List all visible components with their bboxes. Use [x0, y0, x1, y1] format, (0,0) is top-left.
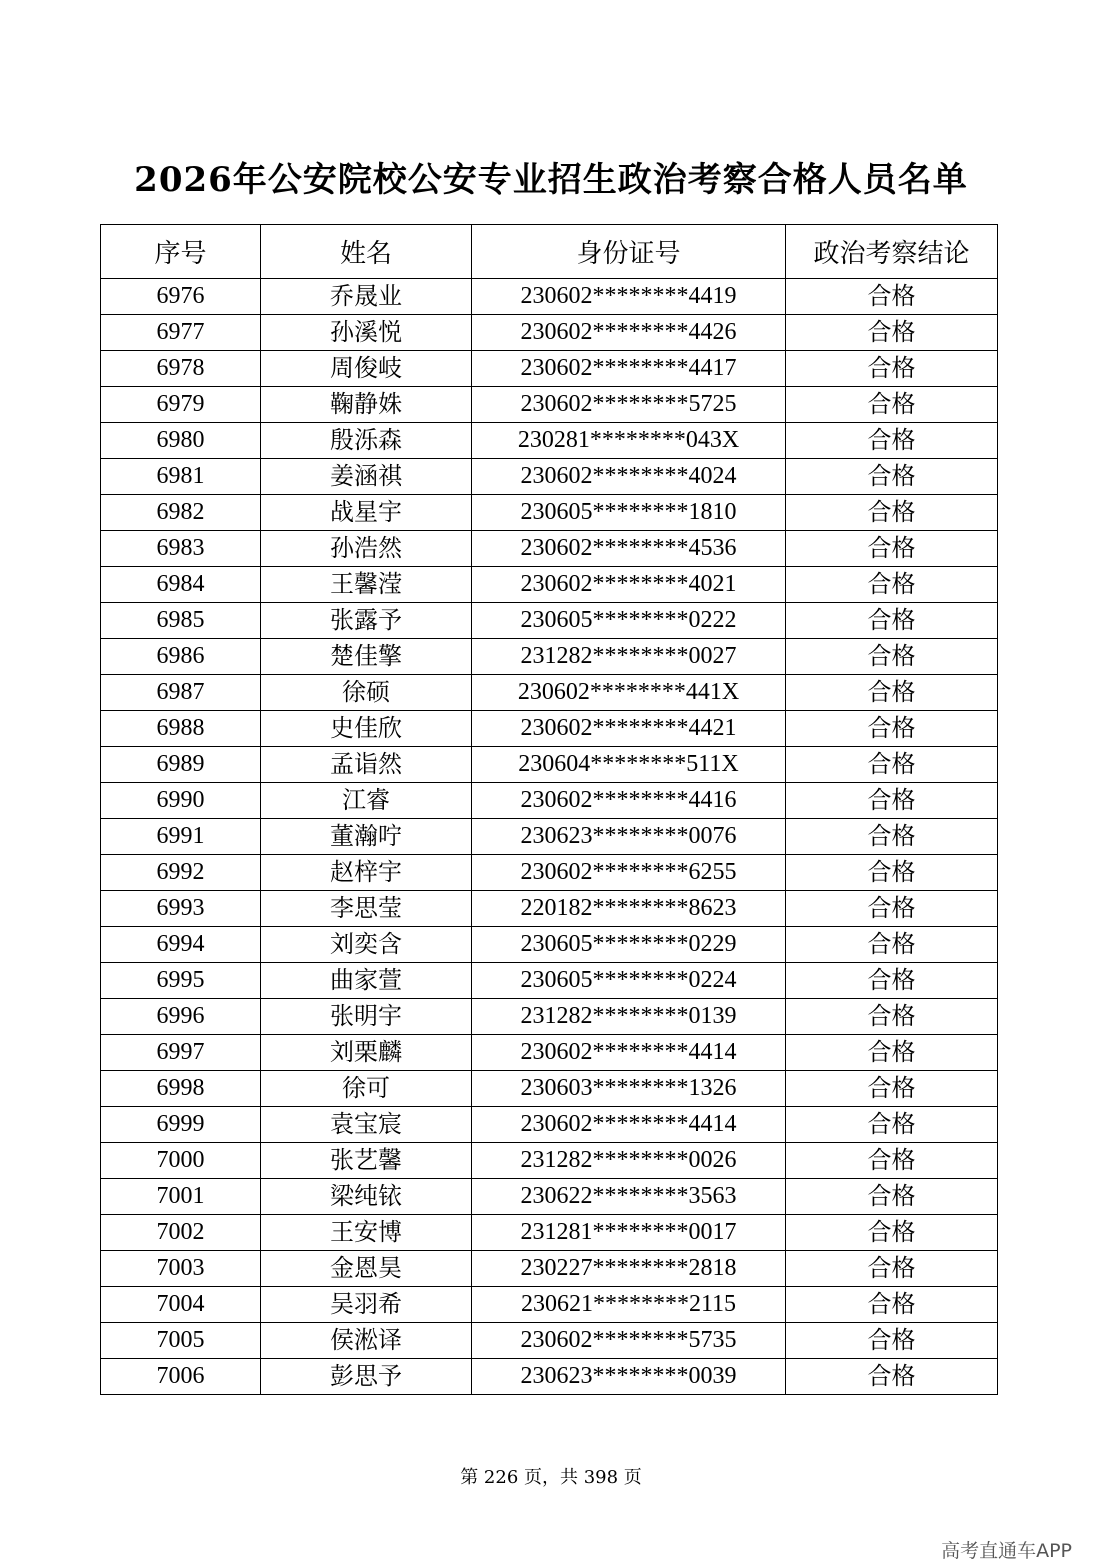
table-row	[101, 711, 998, 747]
table-row	[101, 819, 998, 855]
row-name: 曲家萱	[261, 963, 472, 999]
watermark: 高考直通车APP	[941, 1540, 1072, 1562]
row-index: 7006	[101, 1359, 261, 1395]
row-id-number: 230227********2818	[472, 1251, 786, 1287]
row-result: 合格	[786, 315, 998, 351]
row-name: 梁纯铱	[261, 1179, 472, 1215]
row-id-number: 230602********4024	[472, 459, 786, 495]
row-result: 合格	[786, 423, 998, 459]
table-row	[101, 531, 998, 567]
row-index: 6990	[101, 783, 261, 819]
row-id-number: 231282********0027	[472, 639, 786, 675]
row-result: 合格	[786, 1251, 998, 1287]
row-id-number: 230622********3563	[472, 1179, 786, 1215]
row-name: 周俊岐	[261, 351, 472, 387]
table-row	[101, 1251, 998, 1287]
row-result: 合格	[786, 927, 998, 963]
row-name: 赵梓宇	[261, 855, 472, 891]
row-id-number: 230604********511X	[472, 747, 786, 783]
table-row	[101, 855, 998, 891]
row-name: 王安博	[261, 1215, 472, 1251]
row-index: 6992	[101, 855, 261, 891]
row-result: 合格	[786, 747, 998, 783]
row-name: 袁宝宸	[261, 1107, 472, 1143]
row-name: 董瀚咛	[261, 819, 472, 855]
row-id-number: 230602********4414	[472, 1107, 786, 1143]
row-result: 合格	[786, 783, 998, 819]
row-index: 7001	[101, 1179, 261, 1215]
page-title: 2026年公安院校公安专业招生政治考察合格人员名单	[134, 160, 968, 200]
row-id-number: 230605********0222	[472, 603, 786, 639]
row-name: 孙溪悦	[261, 315, 472, 351]
row-id-number: 230602********4426	[472, 315, 786, 351]
row-result: 合格	[786, 279, 998, 315]
row-id-number: 230602********4536	[472, 531, 786, 567]
row-index: 6993	[101, 891, 261, 927]
row-result: 合格	[786, 639, 998, 675]
row-result: 合格	[786, 495, 998, 531]
row-index: 6989	[101, 747, 261, 783]
table-row	[101, 279, 998, 315]
row-name: 楚佳擎	[261, 639, 472, 675]
row-result: 合格	[786, 567, 998, 603]
row-result: 合格	[786, 891, 998, 927]
row-index: 6995	[101, 963, 261, 999]
row-id-number: 230602********4416	[472, 783, 786, 819]
row-id-number: 220182********8623	[472, 891, 786, 927]
row-result: 合格	[786, 1071, 998, 1107]
table-row	[101, 675, 998, 711]
table-row	[101, 1143, 998, 1179]
row-id-number: 230602********4414	[472, 1035, 786, 1071]
table-row	[101, 891, 998, 927]
table-row	[101, 387, 998, 423]
table-row	[101, 1215, 998, 1251]
row-index: 6979	[101, 387, 261, 423]
row-id-number: 230602********4417	[472, 351, 786, 387]
row-name: 张露予	[261, 603, 472, 639]
row-name: 史佳欣	[261, 711, 472, 747]
table-row	[101, 603, 998, 639]
row-name: 徐硕	[261, 675, 472, 711]
row-name: 刘栗麟	[261, 1035, 472, 1071]
row-index: 6982	[101, 495, 261, 531]
row-result: 合格	[786, 675, 998, 711]
row-name: 孟诣然	[261, 747, 472, 783]
table-row	[101, 1287, 998, 1323]
row-result: 合格	[786, 1359, 998, 1395]
row-id-number: 230623********0076	[472, 819, 786, 855]
row-name: 鞠静姝	[261, 387, 472, 423]
row-result: 合格	[786, 603, 998, 639]
row-id-number: 230602********4421	[472, 711, 786, 747]
table-row	[101, 747, 998, 783]
row-name: 李思莹	[261, 891, 472, 927]
row-index: 6980	[101, 423, 261, 459]
row-index: 6994	[101, 927, 261, 963]
row-id-number: 230602********4419	[472, 279, 786, 315]
row-name: 战星宇	[261, 495, 472, 531]
row-result: 合格	[786, 1179, 998, 1215]
row-index: 7002	[101, 1215, 261, 1251]
row-id-number: 230605********0224	[472, 963, 786, 999]
row-index: 6984	[101, 567, 261, 603]
row-index: 6978	[101, 351, 261, 387]
row-id-number: 231282********0139	[472, 999, 786, 1035]
column-header-index: 序号	[101, 225, 261, 279]
row-id-number: 231281********0017	[472, 1215, 786, 1251]
table-row	[101, 495, 998, 531]
row-index: 6985	[101, 603, 261, 639]
row-name: 孙浩然	[261, 531, 472, 567]
row-name: 张艺馨	[261, 1143, 472, 1179]
row-index: 6991	[101, 819, 261, 855]
row-name: 徐可	[261, 1071, 472, 1107]
row-index: 6997	[101, 1035, 261, 1071]
row-name: 刘奕含	[261, 927, 472, 963]
row-result: 合格	[786, 711, 998, 747]
row-name: 殷泺森	[261, 423, 472, 459]
row-name: 江睿	[261, 783, 472, 819]
row-id-number: 231282********0026	[472, 1143, 786, 1179]
row-id-number: 230281********043X	[472, 423, 786, 459]
row-index: 6986	[101, 639, 261, 675]
row-id-number: 230602********4021	[472, 567, 786, 603]
table-row	[101, 1071, 998, 1107]
row-id-number: 230623********0039	[472, 1359, 786, 1395]
table-row	[101, 1179, 998, 1215]
row-result: 合格	[786, 819, 998, 855]
row-index: 6981	[101, 459, 261, 495]
row-id-number: 230605********1810	[472, 495, 786, 531]
row-index: 7004	[101, 1287, 261, 1323]
row-result: 合格	[786, 459, 998, 495]
row-index: 6999	[101, 1107, 261, 1143]
row-id-number: 230605********0229	[472, 927, 786, 963]
row-name: 王馨滢	[261, 567, 472, 603]
table-row	[101, 351, 998, 387]
table-row	[101, 639, 998, 675]
row-id-number: 230602********441X	[472, 675, 786, 711]
table-row	[101, 1107, 998, 1143]
row-index: 7003	[101, 1251, 261, 1287]
table-row	[101, 567, 998, 603]
row-result: 合格	[786, 387, 998, 423]
row-result: 合格	[786, 1323, 998, 1359]
table-header-row	[101, 225, 998, 279]
table-row	[101, 423, 998, 459]
row-result: 合格	[786, 1287, 998, 1323]
row-index: 6996	[101, 999, 261, 1035]
row-id-number: 230602********6255	[472, 855, 786, 891]
row-result: 合格	[786, 963, 998, 999]
row-id-number: 230621********2115	[472, 1287, 786, 1323]
row-index: 7000	[101, 1143, 261, 1179]
row-index: 6988	[101, 711, 261, 747]
row-name: 金恩昊	[261, 1251, 472, 1287]
table-row	[101, 783, 998, 819]
row-result: 合格	[786, 1143, 998, 1179]
row-name: 侯淞译	[261, 1323, 472, 1359]
row-result: 合格	[786, 351, 998, 387]
table-row	[101, 963, 998, 999]
table-row	[101, 459, 998, 495]
row-name: 张明宇	[261, 999, 472, 1035]
row-name: 姜涵祺	[261, 459, 472, 495]
row-index: 6976	[101, 279, 261, 315]
row-name: 乔晟业	[261, 279, 472, 315]
table-body	[101, 279, 998, 1395]
row-result: 合格	[786, 1035, 998, 1071]
table-row	[101, 927, 998, 963]
column-header-id-number: 身份证号	[472, 225, 786, 279]
row-id-number: 230602********5725	[472, 387, 786, 423]
row-index: 6998	[101, 1071, 261, 1107]
row-result: 合格	[786, 1107, 998, 1143]
row-name: 吴羽希	[261, 1287, 472, 1323]
table-row	[101, 1323, 998, 1359]
column-header-name: 姓名	[261, 225, 472, 279]
row-result: 合格	[786, 531, 998, 567]
row-result: 合格	[786, 855, 998, 891]
row-result: 合格	[786, 999, 998, 1035]
row-index: 6977	[101, 315, 261, 351]
page-number: 第 226 页，共 398 页	[460, 1467, 642, 1488]
table-row	[101, 315, 998, 351]
column-header-result: 政治考察结论	[786, 225, 998, 279]
row-index: 6983	[101, 531, 261, 567]
row-index: 7005	[101, 1323, 261, 1359]
table-row	[101, 999, 998, 1035]
row-id-number: 230602********5735	[472, 1323, 786, 1359]
table-row	[101, 1359, 998, 1395]
candidate-table	[100, 224, 998, 1395]
row-name: 彭思予	[261, 1359, 472, 1395]
row-result: 合格	[786, 1215, 998, 1251]
row-id-number: 230603********1326	[472, 1071, 786, 1107]
row-index: 6987	[101, 675, 261, 711]
table-row	[101, 1035, 998, 1071]
